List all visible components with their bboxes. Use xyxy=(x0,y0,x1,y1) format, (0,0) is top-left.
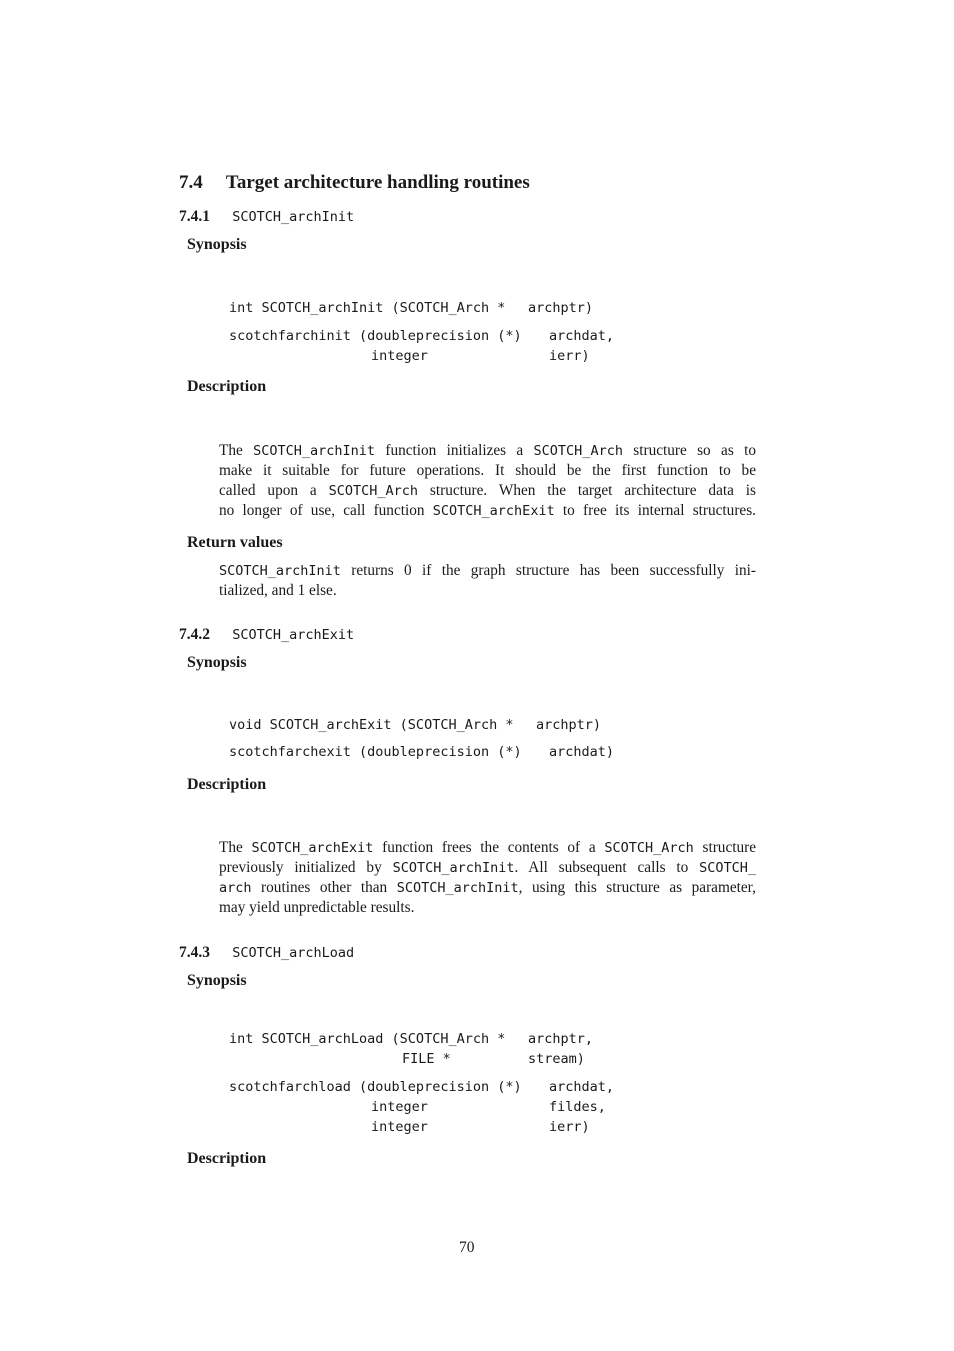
description-paragraph xyxy=(219,838,756,918)
fortran-signature-arg: ierr) xyxy=(549,348,590,364)
c-signature: int SCOTCH_archInit (SCOTCH_Arch * xyxy=(229,300,506,316)
synopsis-heading: Synopsis xyxy=(187,972,247,989)
c-signature-arg: stream) xyxy=(528,1051,585,1067)
c-signature-type: FILE * xyxy=(402,1051,451,1067)
paragraph-line: tialized, and 1 else. xyxy=(219,582,337,599)
paragraph-line: The SCOTCH_archInit function initializes a SCOTCH_Arch structure so as to xyxy=(219,442,756,459)
fortran-signature: scotchfarchload (doubleprecision (*) xyxy=(229,1079,522,1095)
paragraph-line: no longer of use, call function SCOTCH_archExit to free its internal structures. xyxy=(219,502,756,519)
description-heading: Description xyxy=(187,1150,267,1167)
synopsis-heading: Synopsis xyxy=(187,654,247,671)
c-signature-arg: archptr) xyxy=(536,717,602,733)
paragraph-line: SCOTCH_archInit returns 0 if the graph structure has been successfully ini- xyxy=(219,562,756,579)
fortran-signature-type: integer xyxy=(371,348,428,364)
subsection-number: 7.4.3 xyxy=(179,944,210,961)
paragraph-line: may yield unpredictable results. xyxy=(219,899,415,916)
return-values-paragraph xyxy=(219,561,756,601)
description-paragraph xyxy=(219,441,756,521)
fortran-signature-arg: archdat, xyxy=(549,1079,615,1095)
paragraph-line: previously initialized by SCOTCH_archInit. All subsequent calls to SCOTCH_ xyxy=(219,859,757,876)
return-values-heading: Return values xyxy=(187,534,283,551)
section-heading xyxy=(179,172,530,194)
fortran-signature: scotchfarchinit (doubleprecision (*) xyxy=(229,328,522,344)
subsection-number: 7.4.1 xyxy=(179,208,210,225)
synopsis-heading: Synopsis xyxy=(187,236,247,253)
page-number: 70 xyxy=(459,1239,475,1256)
subsection-number: 7.4.2 xyxy=(179,626,210,643)
c-signature-arg: archptr) xyxy=(528,300,594,316)
fortran-signature-arg: ierr) xyxy=(549,1119,590,1135)
subsection-name: SCOTCH_archExit xyxy=(232,627,355,643)
fortran-signature: scotchfarchexit (doubleprecision (*) xyxy=(229,744,522,760)
c-signature: int SCOTCH_archLoad (SCOTCH_Arch * xyxy=(229,1031,506,1047)
paragraph-line: called upon a SCOTCH_Arch structure. When the target architecture data is xyxy=(219,482,756,499)
c-signature: void SCOTCH_archExit (SCOTCH_Arch * xyxy=(229,717,514,733)
c-signature-arg: archptr, xyxy=(528,1031,594,1047)
description-heading: Description xyxy=(187,776,267,793)
fortran-signature-arg: archdat) xyxy=(549,744,615,760)
subsection-name: SCOTCH_archLoad xyxy=(232,945,355,961)
section-title: Target architecture handling routines xyxy=(225,172,530,193)
description-heading: Description xyxy=(187,378,267,395)
fortran-signature-arg: fildes, xyxy=(549,1099,606,1115)
fortran-signature-type: integer xyxy=(371,1119,428,1135)
subsection-heading-archinit xyxy=(179,206,354,226)
subsection-heading-archexit xyxy=(179,624,354,644)
section-number: 7.4 xyxy=(179,172,203,193)
paragraph-line: arch routines other than SCOTCH_archInit, using this structure as parameter, xyxy=(219,879,756,896)
fortran-signature-type: integer xyxy=(371,1099,428,1115)
paragraph-line: make it suitable for future operations. It should be the first function to be xyxy=(219,462,756,479)
fortran-signature-arg: archdat, xyxy=(549,328,615,344)
subsection-name: SCOTCH_archInit xyxy=(232,209,355,225)
paragraph-line: The SCOTCH_archExit function frees the contents of a SCOTCH_Arch structure xyxy=(219,839,757,856)
subsection-heading-archload xyxy=(179,942,354,962)
